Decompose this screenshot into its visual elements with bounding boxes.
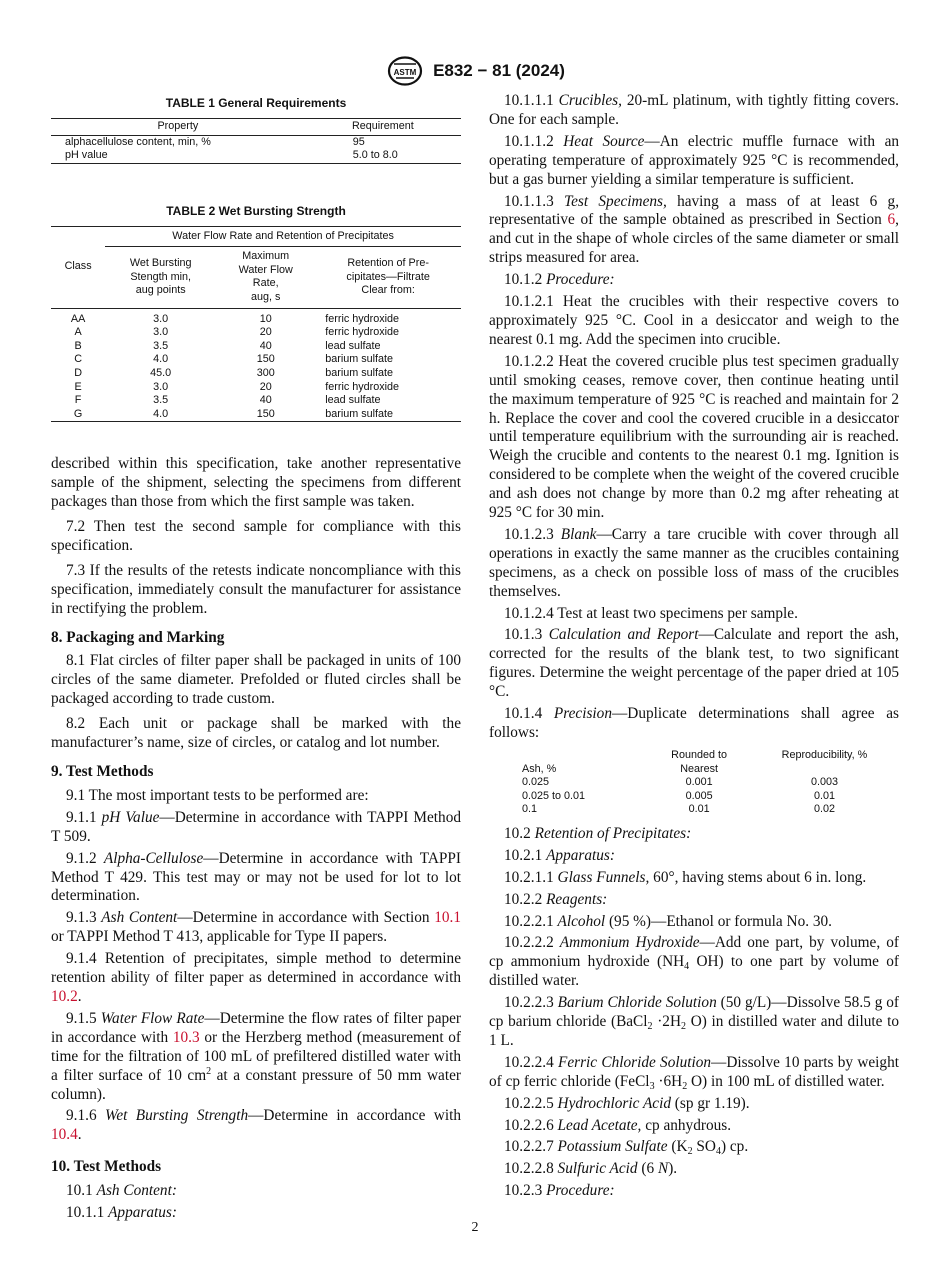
paragraph-10-2-2-1: 10.2.2.1 Alcohol (95 %)—Ethanol or formula No. 30. — [504, 912, 832, 930]
section-link[interactable]: 10.1 — [434, 909, 461, 927]
precision-header-ash: Ash, % — [522, 762, 557, 775]
table2 — [51, 226, 461, 423]
paragraph-10-1-4: 10.1.4 Precision—Duplicate determinations shall agree as follows: — [489, 705, 899, 741]
paragraph-9-1-1: 9.1.1 pH Value—Determine in accordance with TAPPI Method T 509. — [51, 808, 461, 845]
paragraph-10-1-3: 10.1.3 Calculation and Report—Calculate and report the ash, corrected for the results of the blank test, to two significant figures. Determine the weight percentage of the paper dried at 105 °C. — [489, 626, 899, 701]
paragraph-9-1-3: 9.1.3 Ash Content—Determine in accordance with Section 10.1 or TAPPI Method T 413, applicable for Type II papers. — [51, 909, 461, 946]
paragraph-10-2-2-4: 10.2.2.4 Ferric Chloride Solution—Dissolve 10 parts by weight of cp ferric chloride (FeCl$_3$ $\cdot 6H_2$ O) in 100 mL of distilled water. — [489, 1053, 899, 1092]
paragraph-10-2-3: 10.2.3 Procedure: — [504, 1182, 615, 1200]
table-row: F 3.5 40 lead sulfate — [74, 394, 381, 407]
paragraph-10-2-2-3: 10.2.2.3 Barium Chloride Solution (50 g/L)—Dissolve 58.5 g of cp barium chloride (BaCl$_2$ $\cdot 2H_2$ O) in distilled water and dilute to 1 L. — [489, 994, 899, 1049]
table1-cell: alphacellulose content, min, % — [65, 135, 211, 148]
paragraph-10-2-2-6: 10.2.2.6 Lead Acetate, cp anhydrous. — [504, 1116, 732, 1134]
precision-header-repro: Reproducibility, % — [781, 748, 868, 761]
table-row: B 3.5 40 lead sulfate — [74, 339, 381, 352]
table2-header-burst: Wet Bursting Stength min, aug points — [105, 247, 216, 308]
table1-cell: pH value — [51, 149, 305, 163]
table-row — [51, 149, 461, 163]
page-header — [0, 56, 950, 86]
paragraph-10-2-2-7: 10.2.2.7 Potassium Sulfate ($K_2$ $SO_4$) cp. — [504, 1138, 749, 1158]
left-column — [51, 92, 461, 1226]
paragraph-10-1-2-2: 10.1.2.2 Heat the covered crucible plus test specimen gradually until smoking ceases, remove cover, then continue heating until the maximum temperature of 925 °C is reached and maintain for 2 h. Replace the cover and cool the covered crucible in a desiccator until temperature equilibrium with the surrounding air is reached. Weigh the crucible and contents to the nearest 0.1 mg. Ignition is considered to be complete when the weight of the covered crucible and ash does not change by more than 0.2 mg after reheating at 925 °C for 30 min. — [489, 352, 899, 522]
table-row: G 4.0 150 barium sulfate — [51, 408, 461, 422]
paragraph-10-1-1-3: 10.1.1.3 Test Specimens, having a mass of at least 6 g, representative of the sample obtained as prescribed in Section 6, and cut in the shape of whole circles of the same diameter or small strips measured for area. — [489, 192, 900, 267]
paragraph-10-2-2-2: 10.2.2.2 Ammonium Hydroxide—Add one part, by volume, of cp ammonium hydroxide ($NH_4$ OH) to one part by volume of distilled water. — [489, 934, 899, 990]
paragraph-9-1-5: 9.1.5 Water Flow Rate—Determine the flow rates of filter paper in accordance with 10.3 or the Herzberg method (measurement of time for the filtration of 100 mL of prefiltered distilled water with a filter surface of 10 $cm^2$ at a constant pressure of 50 mm water column). — [51, 1009, 462, 1103]
paragraph-8-2: 8.2 Each unit or package shall be marked with the manufacturer’s name, size of circles, or catalog and lot number. — [51, 715, 461, 752]
paragraph-7-3: 7.3 If the results of the retests indicate noncompliance with this specification, immediately consult the manufacturer for assistance in rectifying the problem. — [51, 561, 461, 617]
paragraph-8-1: 8.1 Flat circles of filter paper shall be packaged in units of 100 circles of the same diameter. Prefolded or fluted circles shall be packaged according to trade custom. — [51, 652, 461, 708]
table2-group-header: Water Flow Rate and Retention of Precipitates — [105, 226, 461, 247]
svg-text:ASTM: ASTM — [393, 68, 417, 77]
section-link[interactable]: 6 — [887, 211, 896, 229]
table1-header: Property — [51, 118, 305, 135]
table-row: 0.1 0.01 0.02 — [522, 803, 835, 816]
section-8-heading: 8. Packaging and Marking — [51, 628, 225, 646]
precision-table — [489, 749, 899, 817]
paragraph-10-1-1-1: 10.1.1.1 Crucibles, 20-mL platinum, with tightly fitting covers. One for each sample. — [489, 92, 899, 128]
section-link[interactable]: 10.2 — [51, 987, 78, 1005]
paragraph-10-2-1: 10.2.1 Apparatus: — [504, 846, 615, 864]
paragraph-10-1-2-3: 10.1.2.3 Blank—Carry a tare crucible with cover through all operations in exactly the same manner as the crucibles containing specimens, as a check on possible loss of mass of the crucibles themselves. — [489, 525, 899, 600]
table-row: 0.025 0.001 0.003 — [522, 776, 838, 789]
paragraph-10-1-2-1: 10.1.2.1 Heat the crucibles with their respective covers to approximately 925 °C. Cool in a desiccator and weigh to the nearest 0.1 mg. Add the specimen into crucible. — [489, 293, 899, 348]
paragraph-10-1-1-2: 10.1.1.2 Heat Source—An electric muffle furnace with an operating temperature of approximately 925 °C is recommended, but a gas burner yielding a similar temperature is sufficient. — [489, 132, 900, 188]
paragraph-10-2-2: 10.2.2 Reagents: — [504, 890, 608, 908]
table2-caption: TABLE 2 Wet Bursting Strength — [166, 203, 346, 218]
table-row: AA 3.0 10 ferric hydroxide — [70, 312, 400, 325]
paragraph-10-1-2: 10.1.2 Procedure: — [504, 271, 615, 289]
section-link[interactable]: 10.4 — [51, 1126, 78, 1144]
paragraph-9-1-6: 9.1.6 Wet Bursting Strength—Determine in accordance with 10.4. — [51, 1107, 461, 1144]
table2-header-class: Class — [51, 226, 105, 308]
section-link[interactable]: 10.3 — [172, 1028, 200, 1046]
table1-caption: TABLE 1 General Requirements — [165, 96, 347, 110]
table-row: D 45.0 300 barium sulfate — [74, 366, 394, 379]
paragraph-7-2: 7.2 Then test the second sample for compliance with this specification. — [51, 518, 461, 554]
paragraph-10-2-2-5: 10.2.2.5 Hydrochloric Acid (sp gr 1.19). — [504, 1094, 750, 1112]
table-row: C 4.0 150 barium sulfate — [74, 353, 394, 366]
table-row: E 3.0 20 ferric hydroxide — [74, 380, 400, 393]
paragraph-10-1-1: 10.1.1 Apparatus: — [66, 1204, 177, 1222]
paragraph-10-2-1-1: 10.2.1.1 Glass Funnels, 60°, having stems about 6 in. long. — [504, 868, 867, 886]
table2-header-retention: Retention of Pre- cipitates—Filtrate Clear from: — [315, 247, 461, 308]
table-row — [51, 135, 461, 149]
precision-header-rounded: Rounded to Nearest — [671, 748, 728, 775]
paragraph-9-1-4: 9.1.4 Retention of precipitates, simple method to determine retention ability of filter paper as determined in accordance with 10.2. — [51, 950, 461, 1005]
section-10-heading: 10. Test Methods — [51, 1158, 162, 1176]
right-column — [489, 92, 899, 1204]
paragraph-10-1-2-4: 10.1.2.4 Test at least two specimens per sample. — [504, 604, 798, 622]
table1-cell: 5.0 to 8.0 — [305, 149, 461, 163]
paragraph-9-1: 9.1 The most important tests to be performed are: — [66, 786, 369, 804]
paragraph-10-2: 10.2 Retention of Precipitates: — [504, 824, 692, 842]
table1 — [51, 118, 461, 164]
paragraph-7-continued: described within this specification, take another representative sample of the shipment, selecting the specimens from different packages than those from which the first sample was taken. — [51, 455, 461, 511]
paragraph-10-2-2-8: 10.2.2.8 Sulfuric Acid (6 N). — [504, 1160, 678, 1178]
paragraph-9-1-2: 9.1.2 Alpha-Cellulose—Determine in accordance with TAPPI Method T 429. This test may or may not be used for lot to lot determination. — [51, 849, 461, 905]
astm-logo-icon — [385, 56, 425, 86]
paragraph-10-1: 10.1 Ash Content: — [66, 1182, 177, 1200]
table1-header: Requirement — [305, 118, 461, 135]
table-row: 0.025 to 0.01 0.005 0.01 — [522, 789, 835, 802]
page-number: 2 — [471, 1220, 479, 1235]
table1-cell: 95 — [352, 135, 365, 148]
table-row: A 3.0 20 ferric hydroxide — [74, 326, 400, 339]
section-9-heading: 9. Test Methods — [51, 763, 154, 780]
table2-header-flow: Maximum Water Flow Rate, aug, s — [216, 247, 315, 308]
standard-designation: E832 − 81 (2024) — [433, 61, 565, 80]
